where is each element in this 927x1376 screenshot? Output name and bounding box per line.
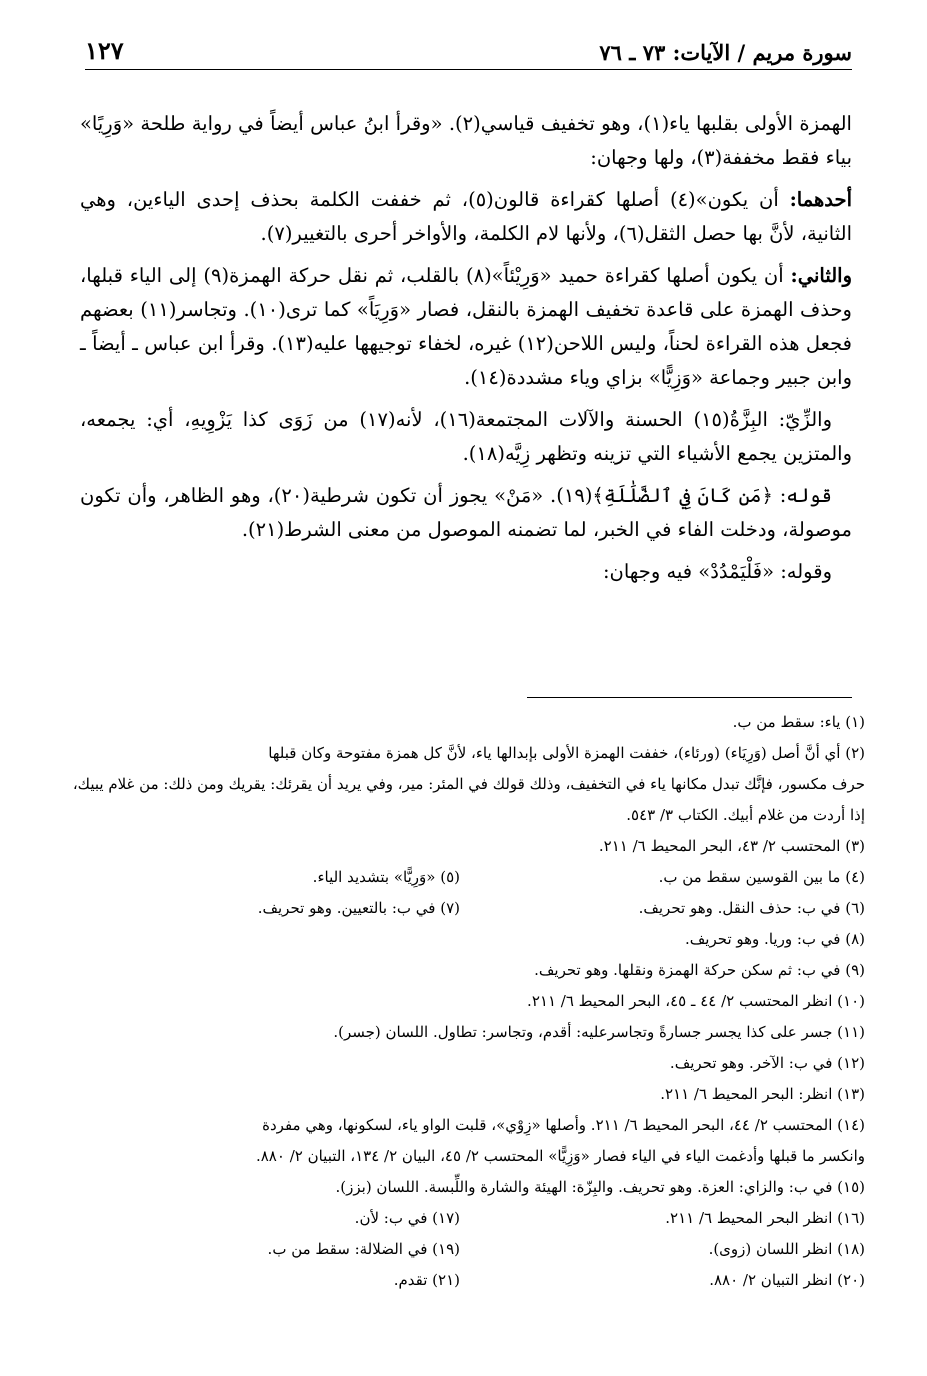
footnote-8: (٨) في ب: وريا. وهو تحريف. (685, 930, 865, 948)
footnote-row-16-17 (55, 1203, 865, 1234)
footnote-5: (٥) «وَرِيًّا» بتشديد الياء. (312, 868, 460, 886)
paragraph-1: الهمزة الأولى بقلبها ياء(١)، وهو تخفيف قياسي(٢). «وقرأ ابنُ عباس أيضاً في رواية طلحة «وَرِيًا» بياء فقط مخففة(٣)، ولها وجهان: (80, 112, 852, 169)
footnote-2-continued: حرف مكسور، فإنَّك تبدل مكانها ياء في التخفيف، وذلك قولك في المئر: مير، وفي يريد أن يقرئك: يقريك ومن ذلك: من غلام يبيك، إذا أردت من غلام أبيك. الكتاب ٣/ ٥٤٣. (72, 775, 865, 824)
footnote-17: (١٧) في ب: لأن. (354, 1209, 460, 1227)
paragraph-5: قوله: ﴿مَن كَانَ فِي ٱلضَّلَٰلَةِ﴾(١٩). «مَنْ» يجوز أن تكون شرطية(٢٠)، وهو الظاهر، وأن تكون موصولة، ودخلت الفاء في الخبر، لما تضمنه الموصول من معنى الشرط(٢١). (80, 484, 852, 541)
footnote-7: (٧) في ب: بالتعيين. وهو تحريف. (257, 899, 460, 917)
footnote-1: (١) ياء: سقط من ب. (732, 713, 865, 731)
paragraph-6: وقوله: «فَلْيَمْدُدْ» فيه وجهان: (602, 560, 832, 583)
footnote-row-4-5 (55, 862, 865, 893)
footnote-16: (١٦) انظر البحر المحيط ٦/ ٢١١. (665, 1209, 865, 1227)
footnote-14: (١٤) المحتسب ٢/ ٤٤، البحر المحيط ٦/ ٢١١. وأصلها «زِوْي»، قلبت الواو ياء، لسكونها، وهي مفردة (262, 1116, 865, 1134)
footnote-21: (٢١) تقدم. (393, 1271, 460, 1289)
footnote-9: (٩) في ب: ثم سكن حركة الهمزة ونقلها. وهو تحريف. (534, 961, 865, 979)
paragraph-2-text: أن يكون»(٤) أصلها كقراءة قالون(٥)، ثم خففت الكلمة بحذف إحدى الياءين، وهي الثانية، لأنَّ بها حصل الثقل(٦)، ولأنها لام الكلمة، والأواخر أحرى بالتغيير(٧). (80, 188, 852, 245)
footnote-10: (١٠) انظر المحتسب ٢/ ٤٤ ـ ٤٥، البحر المحيط ٦/ ٢١١. (527, 992, 865, 1010)
footnote-separator (527, 697, 852, 698)
paragraph-4: والزِّيّ: البِزَّةُ(١٥) الحسنة والآلات المجتمعة(١٦)، لأنه(١٧) من زَوَى كذا يَزْوِيهِ، أي: يجمعه، والمتزين يجمع الأشياء التي تزينه وتظهر زِيَّه(١٨). (80, 408, 852, 465)
footnote-row-20-21 (55, 1265, 865, 1296)
footnote-11: (١١) جسر على كذا يجسر جسارةً وتجاسرعليه: أقدم، وتجاسر: تطاول. اللسان (جسر). (333, 1023, 865, 1041)
footnote-13: (١٣) انظر: البحر المحيط ٦/ ٢١١. (660, 1085, 865, 1103)
main-text (80, 107, 852, 597)
footnotes (55, 707, 865, 1296)
page-header (85, 30, 852, 70)
paragraph-3-text: أن يكون أصلها كقراءة حميد «وَرِيْئاً»(٨) بالقلب، ثم نقل حركة الهمزة(٩) إلى الياء قبلها، وحذف الهمزة على قاعدة تخفيف الهمزة بالنقل، فصار «وَرِيَاً» كما ترى(١٠). وتجاسر(١١) بعضهم فجعل هذه القراءة لحناً، وليس اللاحن(١٢) غيره، لخفاء توجيهها عليه(١٣). وقرأ ابن عباس ـ أيضاً ـ وابن جبير وجماعة «وَزِيًّا» بزاي وياء مشددة(١٤). (80, 264, 852, 389)
footnote-12: (١٢) في ب: الآخر. وهو تحريف. (669, 1054, 865, 1072)
paragraph-2-label: أحدهما: (789, 188, 852, 211)
footnote-19: (١٩) في الضلالة: سقط من ب. (267, 1240, 460, 1258)
footnote-3: (٣) المحتسب ٢/ ٤٣، البحر المحيط ٦/ ٢١١. (598, 837, 865, 855)
footnote-20: (٢٠) انظر التبيان ٢/ ٨٨٠. (709, 1271, 865, 1289)
running-title: سورة مريم / الآيات: ٧٣ ـ ٧٦ (599, 40, 852, 65)
footnote-14-continued: وانكسر ما قبلها وأدغمت الياء في الياء فصار «وَزِيًّا» المحتسب ٢/ ٤٥، البيان ٢/ ١٣٤، التبيان ٢/ ٨٨٠. (255, 1147, 865, 1165)
paragraph-3-label: والثاني: (790, 264, 852, 287)
page-number: ١٢٧ (85, 36, 124, 65)
footnote-18: (١٨) انظر اللسان (زوى). (708, 1240, 865, 1258)
footnote-15: (١٥) في ب: والزاي: العزة. وهو تحريف. والبِزّة: الهيئة والشارة واللِّبسة. اللسان (بزز). (335, 1178, 865, 1196)
paragraph-3 (80, 259, 852, 395)
footnote-row-18-19 (55, 1234, 865, 1265)
footnote-6: (٦) في ب: حذف النقل. وهو تحريف. (638, 899, 865, 917)
footnote-4: (٤) ما بين القوسين سقط من ب. (658, 868, 865, 886)
footnote-row-6-7 (55, 893, 865, 924)
paragraph-2 (80, 183, 852, 251)
footnote-2: (٢) أي أنَّ أصل (وَرِيَاء) (ورئاء)، خففت الهمزة الأولى بإبدالها ياء، لأنَّ كل همزة مفتوحة وكان قبلها (268, 744, 865, 762)
